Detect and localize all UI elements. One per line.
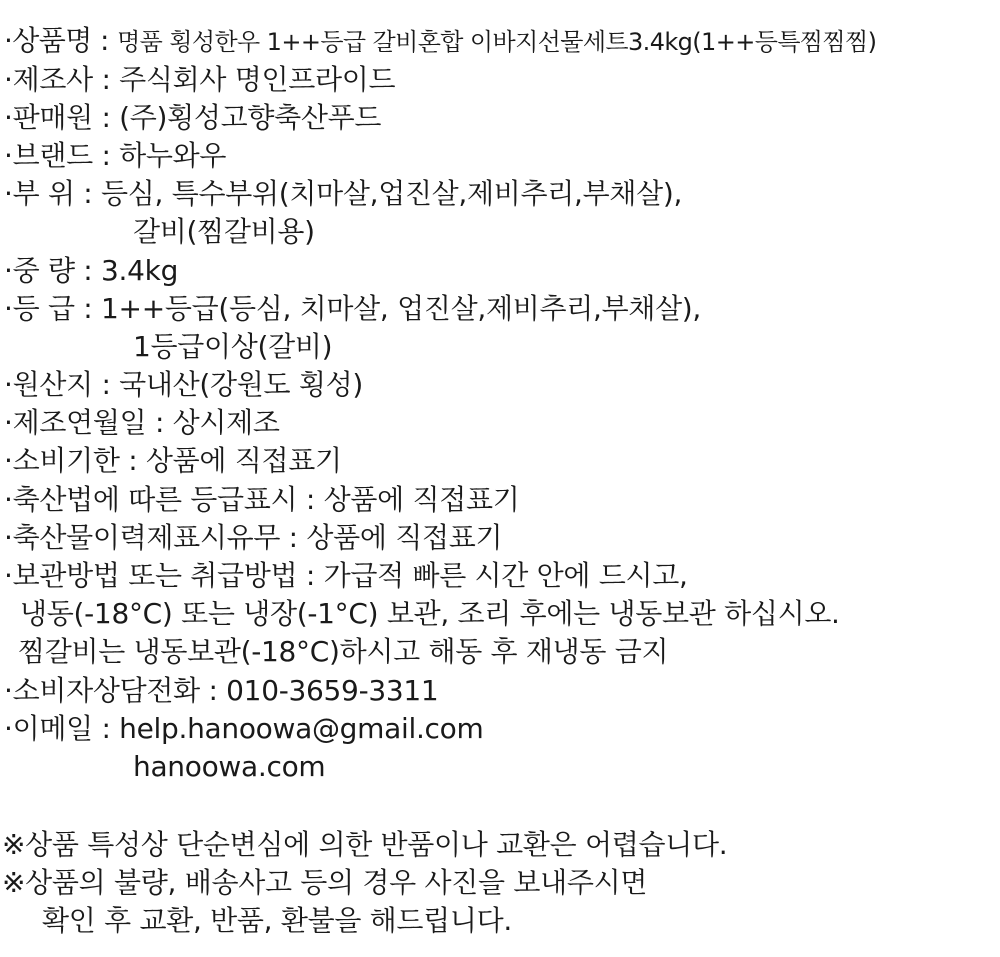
storage-line: ·보관방법 또는 취급방법 : 가급적 빠른 시간 안에 드시고, bbox=[4, 559, 688, 592]
grade-display-line: ·축산법에 따른 등급표시 : 상품에 직접표기 bbox=[4, 483, 520, 516]
storage-line-continued: 냉동(-18°C) 또는 냉장(-1°C) 보관, 조리 후에는 냉동보관 하십시오. bbox=[20, 597, 840, 630]
expiry-line: ·소비기한 : 상품에 직접표기 bbox=[4, 444, 342, 477]
product-name-label: ·상품명 : bbox=[4, 24, 118, 57]
cut-line: ·부 위 : 등심, 특수부위(치마살,업진살,제비추리,부채살), bbox=[4, 177, 683, 210]
product-name-value: 명품 횡성한우 1++등급 갈비혼합 이바지선물세트3.4kg(1++등특찜찜찜) bbox=[117, 28, 877, 56]
website-line: hanoowa.com bbox=[133, 750, 326, 783]
notice-defect-policy-continued: 확인 후 교환, 반품, 환불을 해드립니다. bbox=[42, 904, 513, 937]
email-line: ·이메일 : help.hanoowa@gmail.com bbox=[4, 712, 484, 745]
traceability-line: ·축산물이력제표시유무 : 상품에 직접표기 bbox=[4, 521, 503, 554]
grade-line: ·등 급 : 1++등급(등심, 치마살, 업진살,제비추리,부채살), bbox=[4, 292, 702, 325]
notice-return-policy: ※상품 특성상 단순변심에 의한 반품이나 교환은 어렵습니다. bbox=[2, 828, 728, 861]
weight-line: ·중 량 : 3.4kg bbox=[4, 254, 179, 287]
origin-line: ·원산지 : 국내산(강원도 횡성) bbox=[4, 368, 364, 401]
manufacture-date-line: ·제조연월일 : 상시제조 bbox=[4, 406, 280, 439]
phone-line: ·소비자상담전화 : 010-3659-3311 bbox=[4, 674, 439, 707]
brand-line: ·브랜드 : 하누와우 bbox=[4, 139, 227, 172]
grade-line-continued: 1등급이상(갈비) bbox=[133, 330, 333, 363]
seller-line: ·판매원 : (주)횡성고향축산푸드 bbox=[4, 101, 382, 134]
storage-line-galbi: 찜갈비는 냉동보관(-18°C)하시고 해동 후 재냉동 금지 bbox=[18, 635, 669, 668]
product-name-line bbox=[4, 22, 876, 61]
manufacturer-line: ·제조사 : 주식회사 명인프라이드 bbox=[4, 63, 396, 96]
cut-line-continued: 갈비(찜갈비용) bbox=[133, 215, 315, 248]
notice-defect-policy: ※상품의 불량, 배송사고 등의 경우 사진을 보내주시면 bbox=[2, 866, 648, 899]
